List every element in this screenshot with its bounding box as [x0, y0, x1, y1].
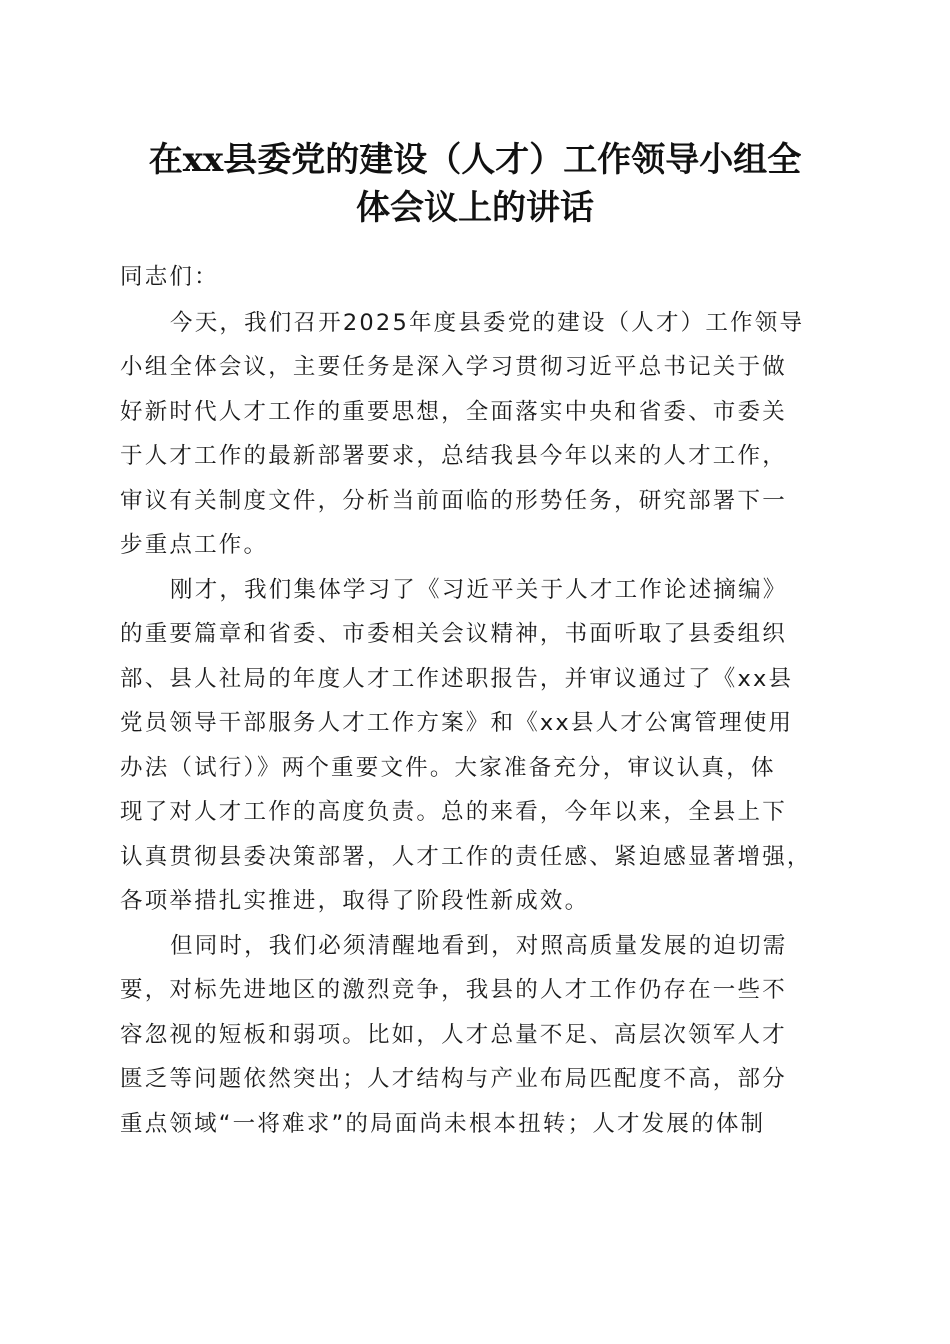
paragraph-line: 重点领域“一将难求”的局面尚未根本扭转；人才发展的体制	[120, 1110, 766, 1137]
document-body	[120, 255, 824, 1146]
paragraph-line: 于人才工作的最新部署要求，总结我县今年以来的人才工作，	[120, 443, 787, 469]
paragraph-line: 各项举措扎实推进，取得了阶段性新成效。	[120, 888, 590, 914]
paragraph-line: 好新时代人才工作的重要思想，全面落实中央和省委、市委关	[120, 398, 787, 425]
paragraph-line: 部、县人社局的年度人才工作述职报告，并审议通过了《xx县	[120, 665, 794, 692]
document-title	[110, 136, 840, 232]
paragraph-line: 认真贯彻县委决策部署，人才工作的责任感、紧迫感显著增强，	[120, 843, 812, 870]
paragraph-line: 办法（试行）》两个重要文件。大家准备充分，审议认真，体	[120, 754, 776, 781]
paragraph-line: 要，对标先进地区的激烈竞争，我县的人才工作仍存在一些不	[120, 977, 787, 1003]
salutation: 同志们：	[120, 264, 219, 290]
paragraph-line: 党员领导干部服务人才工作方案》和《xx县人才公寓管理使用	[120, 710, 794, 736]
paragraph-line: 容忽视的短板和弱项。比如，人才总量不足、高层次领军人才	[120, 1021, 787, 1048]
paragraph-3	[120, 924, 824, 1147]
paragraph-line: 审议有关制度文件，分析当前面临的形势任务，研究部署下一	[120, 487, 787, 514]
paragraph-line: 但同时，我们必须清醒地看到，对照高质量发展的迫切需	[170, 932, 788, 959]
paragraph-line: 匮乏等问题依然突出；人才结构与产业布局匹配度不高，部分	[120, 1066, 787, 1092]
paragraph-line: 的重要篇章和省委、市委相关会议精神，书面听取了县委组织	[120, 621, 787, 647]
paragraph-line: 小组全体会议，主要任务是深入学习贯彻习近平总书记关于做	[120, 354, 787, 380]
paragraph-line: 现了对人才工作的高度负责。总的来看，今年以来，全县上下	[120, 799, 787, 825]
paragraph-line: 今天，我们召开2025年度县委党的建设（人才）工作领导	[170, 309, 805, 336]
paragraph-2	[120, 568, 824, 924]
paragraph-1	[120, 301, 824, 568]
title-line: 在xx县委党的建设（人才）工作领导小组全	[148, 140, 802, 180]
paragraph-line: 刚才，我们集体学习了《习近平关于人才工作论述摘编》	[170, 576, 788, 603]
title-line: 体会议上的讲话	[356, 188, 594, 228]
paragraph-line: 步重点工作。	[120, 532, 269, 558]
